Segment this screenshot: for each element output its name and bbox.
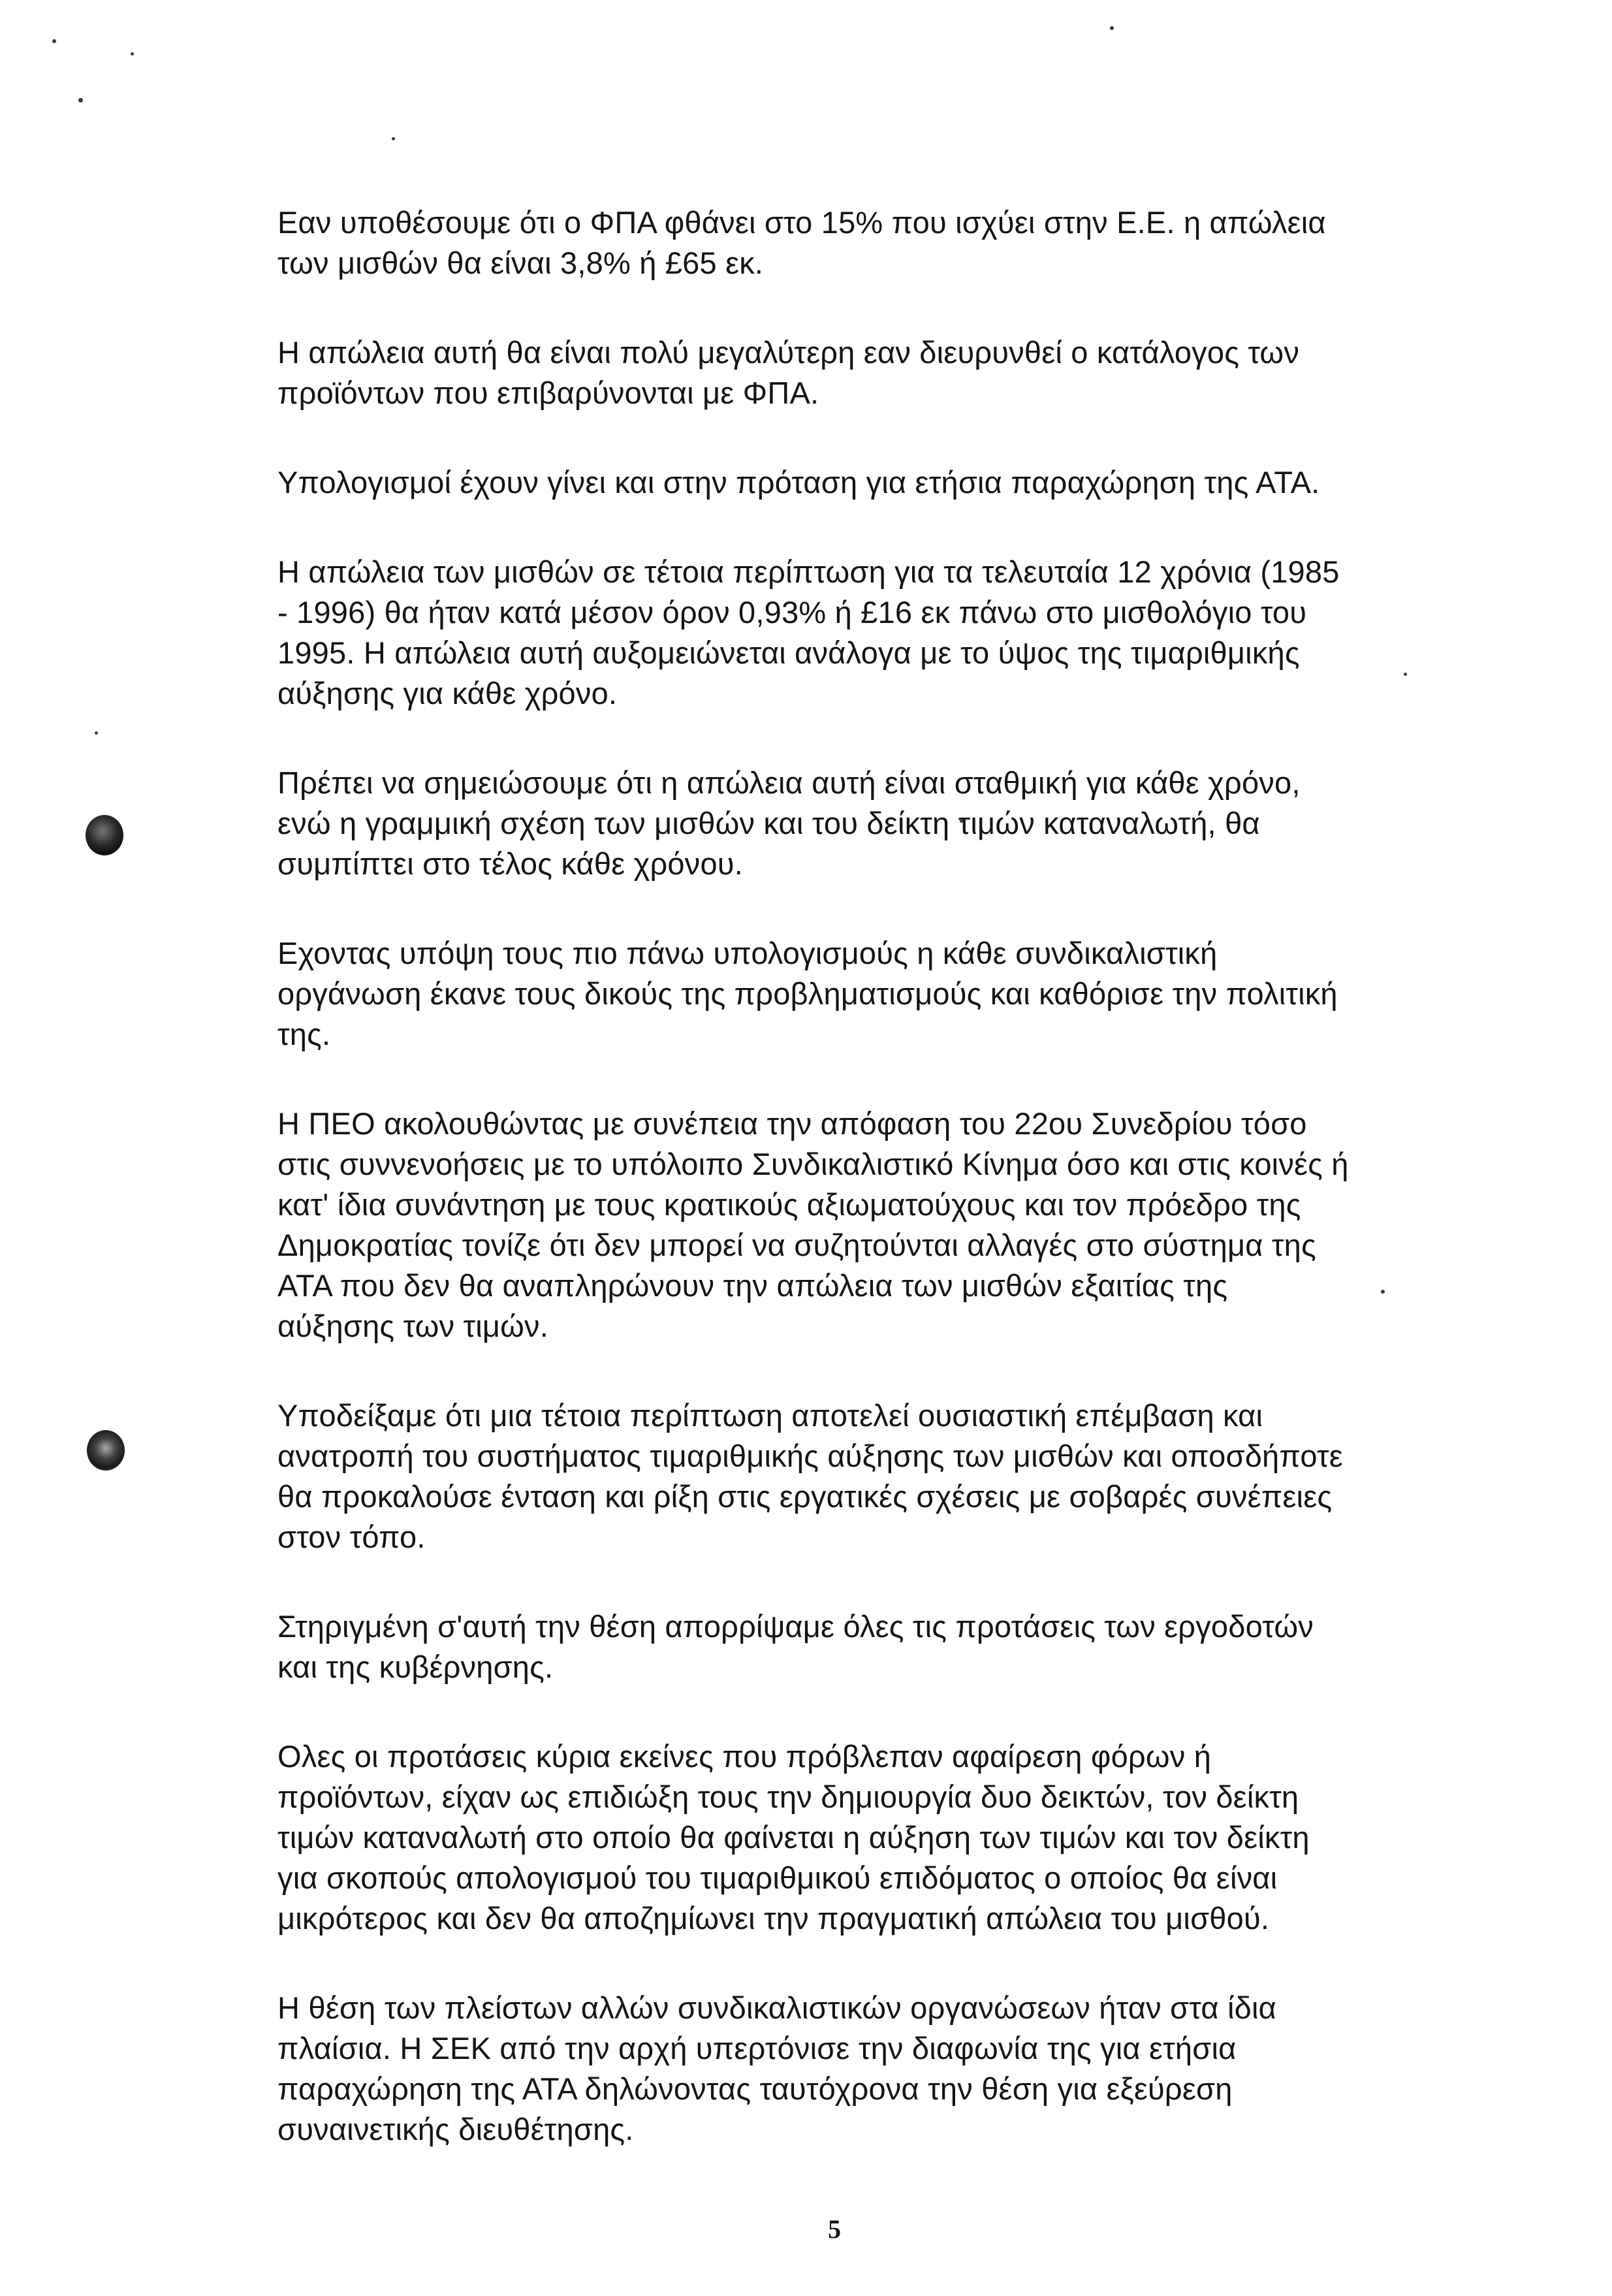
paragraph-annual-ata-calculations: Υπολογισμοί έχουν γίνει και στην πρόταση για ετήσια παραχώρηση της ΑΤΑ. — [277, 465, 1320, 500]
scan-speck — [392, 137, 395, 140]
scan-speck — [1110, 26, 1114, 30]
paragraph-two-indices: Ολες οι προτάσεις κύρια εκείνες που πρόβλεπαν αφαίρεση φόρων ή προϊόντων, είχαν ως επιδιώξη τους την δημιουργία δυο δεικτών, τον δείκτη τιμών καταναλωτή στο οποίο θα φαίνεται η αύξηση των τιμών και τον δείκτη για σκοπούς απολογισμού του τιμαριθμικού επιδόματος ο οποίος θα είναι μικρότερος και δεν θα αποζημίωνει την πραγματική απώλεια του μισθού. — [277, 1739, 1310, 1936]
paragraph-peo-position: Η ΠΕΟ ακολουθώντας με συνέπεια την απόφαση του 22ου Συνεδρίου τόσο στις συννενοήσεις με το υπόλοιπο Συνδικαλιστικό Κίνημα όσο και στις κοινές ή κατ' ίδια συνάντηση με τους κρατικούς αξιωματούχους και τον πρόεδρο της Δημοκρατίας τονίζε ότι δεν μπορεί να συζητούνται αλλαγές στο σύστημα της ΑΤΑ που δεν θα αναπληρώνουν την απώλεια των μισθών εξαιτίας της αύξησης των τιμών. — [277, 1106, 1349, 1343]
scan-speck — [131, 52, 134, 56]
scan-speck — [95, 731, 98, 735]
scan-speck — [78, 98, 83, 103]
paragraph-wage-loss-1985-1996: Η απώλεια των μισθών σε τέτοια περίπτωση για τα τελευταία 12 χρόνια (1985 - 1996) θα ήταν κατά μέσον όρον 0,93% ή £16 εκ πάνω στο μισθολόγιο του 1995. Η απώλεια αυτή αυξομειώνεται ανάλογα με το ύψος της τιμαριθμικής αύξησης για κάθε χρόνο. — [277, 554, 1340, 710]
paragraph-union-policies: Εχοντας υπόψη τους πιο πάνω υπολογισμούς η κάθε συνδικαλιστική οργάνωση έκανε τους δικούς της προβληματισμούς και καθόρισε την πολιτική της. — [277, 936, 1338, 1051]
paragraph-vat-wage-loss: Εαν υποθέσουμε ότι ο ΦΠΑ φθάνει στο 15% που ισχύει στην Ε.Ε. η απώλεια των μισθών θα είναι 3,8% ή £65 εκ. — [277, 205, 1326, 280]
page-number: 5 — [828, 2214, 841, 2244]
paragraph-rejection: Στηριγμένη σ'αυτή την θέση απορρίψαμε όλες τις προτάσεις των εργοδοτών και της κυβέρνησης. — [277, 1609, 1314, 1684]
punch-hole-mark — [87, 1430, 125, 1471]
paragraph-other-unions: Η θέση των πλείστων αλλών συνδικαλιστικών οργανώσεων ήταν στα ίδια πλαίσια. Η ΣΕΚ από την αρχή υπερτόνισε την διαφωνία της για ετήσια παραχώρηση της ΑΤΑ δηλώνοντας ταυτόχρονα την θέση για εξεύρεση συναινετικής διευθέτησης. — [277, 1990, 1276, 2146]
paragraph-expanded-product-list: Η απώλεια αυτή θα είναι πολύ μεγαλύτερη εαν διευρυνθεί ο κατάλογος των προϊόντων που επιβαρύνονται με ΦΠΑ. — [277, 335, 1300, 410]
paragraph-weighted-loss: Πρέπει να σημειώσουμε ότι η απώλεια αυτή είναι σταθμική για κάθε χρόνο, ενώ η γραμμική σχέση των μισθών και του δείκτη τιμών καταναλωτή, θα συμπίπτει στο τέλος κάθε χρόνου. — [277, 765, 1301, 881]
scan-speck — [52, 39, 56, 43]
paragraph-intervention-warning: Υποδείξαμε ότι μια τέτοια περίπτωση αποτελεί ουσιαστική επέμβαση και ανατροπή του συστήματος τιμαριθμικής αύξησης των μισθών και οποσδήποτε θα προκαλούσε ένταση και ρίξη στις εργατικές σχέσεις με σοβαρές συνέπειες στον τόπο. — [277, 1398, 1343, 1554]
body-text — [277, 202, 1427, 2199]
punch-hole-mark — [86, 815, 123, 855]
